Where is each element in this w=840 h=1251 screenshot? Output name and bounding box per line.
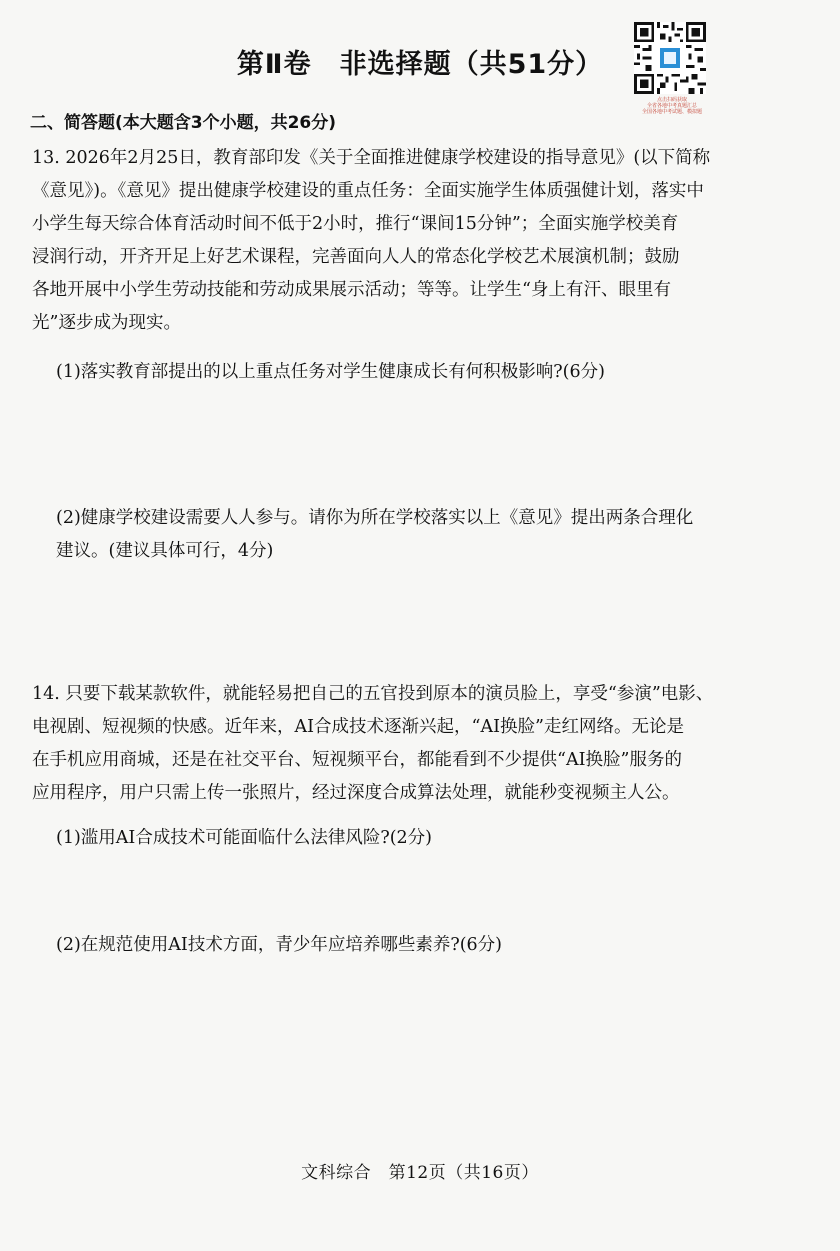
question-text-line: 在手机应用商城，还是在社交平台、短视频平台，都能看到不少提供“AI换脸”服务的 [32,750,682,770]
question-13-sub1: (1)落实教育部提出的以上重点任务对学生健康成长有何积极影响?(6分) [56,362,605,382]
question-text-line: 光”逐步成为现实。 [32,313,181,333]
question-13-sub2-line1: (2)健康学校建设需要人人参与。请你为所在学校落实以上《意见》提出两条合理化 [56,508,694,528]
question-text-line: 应用程序，用户只需上传一张照片，经过深度合成算法处理，就能秒变视频主人公。 [32,783,680,803]
question-14 [32,678,804,810]
question-14-sub1: (1)滥用AI合成技术可能面临什么法律风险?(2分) [56,828,433,848]
question-text-line: 各地开展中小学生劳动技能和劳动成果展示活动；等等。让学生“身上有汗、眼里有 [32,280,671,300]
answer-area-14[interactable] [56,965,796,1135]
page-title: 第Ⅱ卷 非选择题（共51分） [236,49,604,80]
question-text-line: 13. 2026年2月25日，教育部印发《关于全面推进健康学校建设的指导意见》(以下简称 [32,148,711,168]
question-text-line: 14. 只要下载某款软件，就能轻易把自己的五官投到原本的演员脸上，享受“参演”电影、 [32,684,714,704]
question-13 [32,142,804,340]
question-14-sub2: (2)在规范使用AI技术方面，青少年应培养哪些素养?(6分) [56,935,503,955]
question-text-line: 电视剧、短视频的快感。近年来，AI合成技术逐渐兴起，“AI换脸”走红网络。无论是 [32,717,684,737]
question-13-sub2-line2: 建议。(建议具体可行，4分) [56,541,274,561]
answer-area-13[interactable] [56,568,796,668]
qr-caption: 点击扫码获取 全省各地中考真题汇总 全国各地中考试题、模拟题 [641,97,702,115]
question-text-line: 浸润行动，开齐开足上好艺术课程，完善面向人人的常态化学校艺术展演机制；鼓励 [32,247,680,267]
section-heading: 二、简答题(本大题含3个小题，共26分) [30,113,337,133]
question-text-line: 《意见》)。《意见》提出健康学校建设的重点任务：全面实施学生体质强健计划，落实中 [32,181,704,201]
page-footer: 文科综合 第12页（共16页） [301,1163,539,1183]
qr-code-icon[interactable] [634,22,706,94]
question-text-line: 小学生每天综合体育活动时间不低于2小时，推行“课间15分钟”；全面实施学校美育 [32,214,679,234]
